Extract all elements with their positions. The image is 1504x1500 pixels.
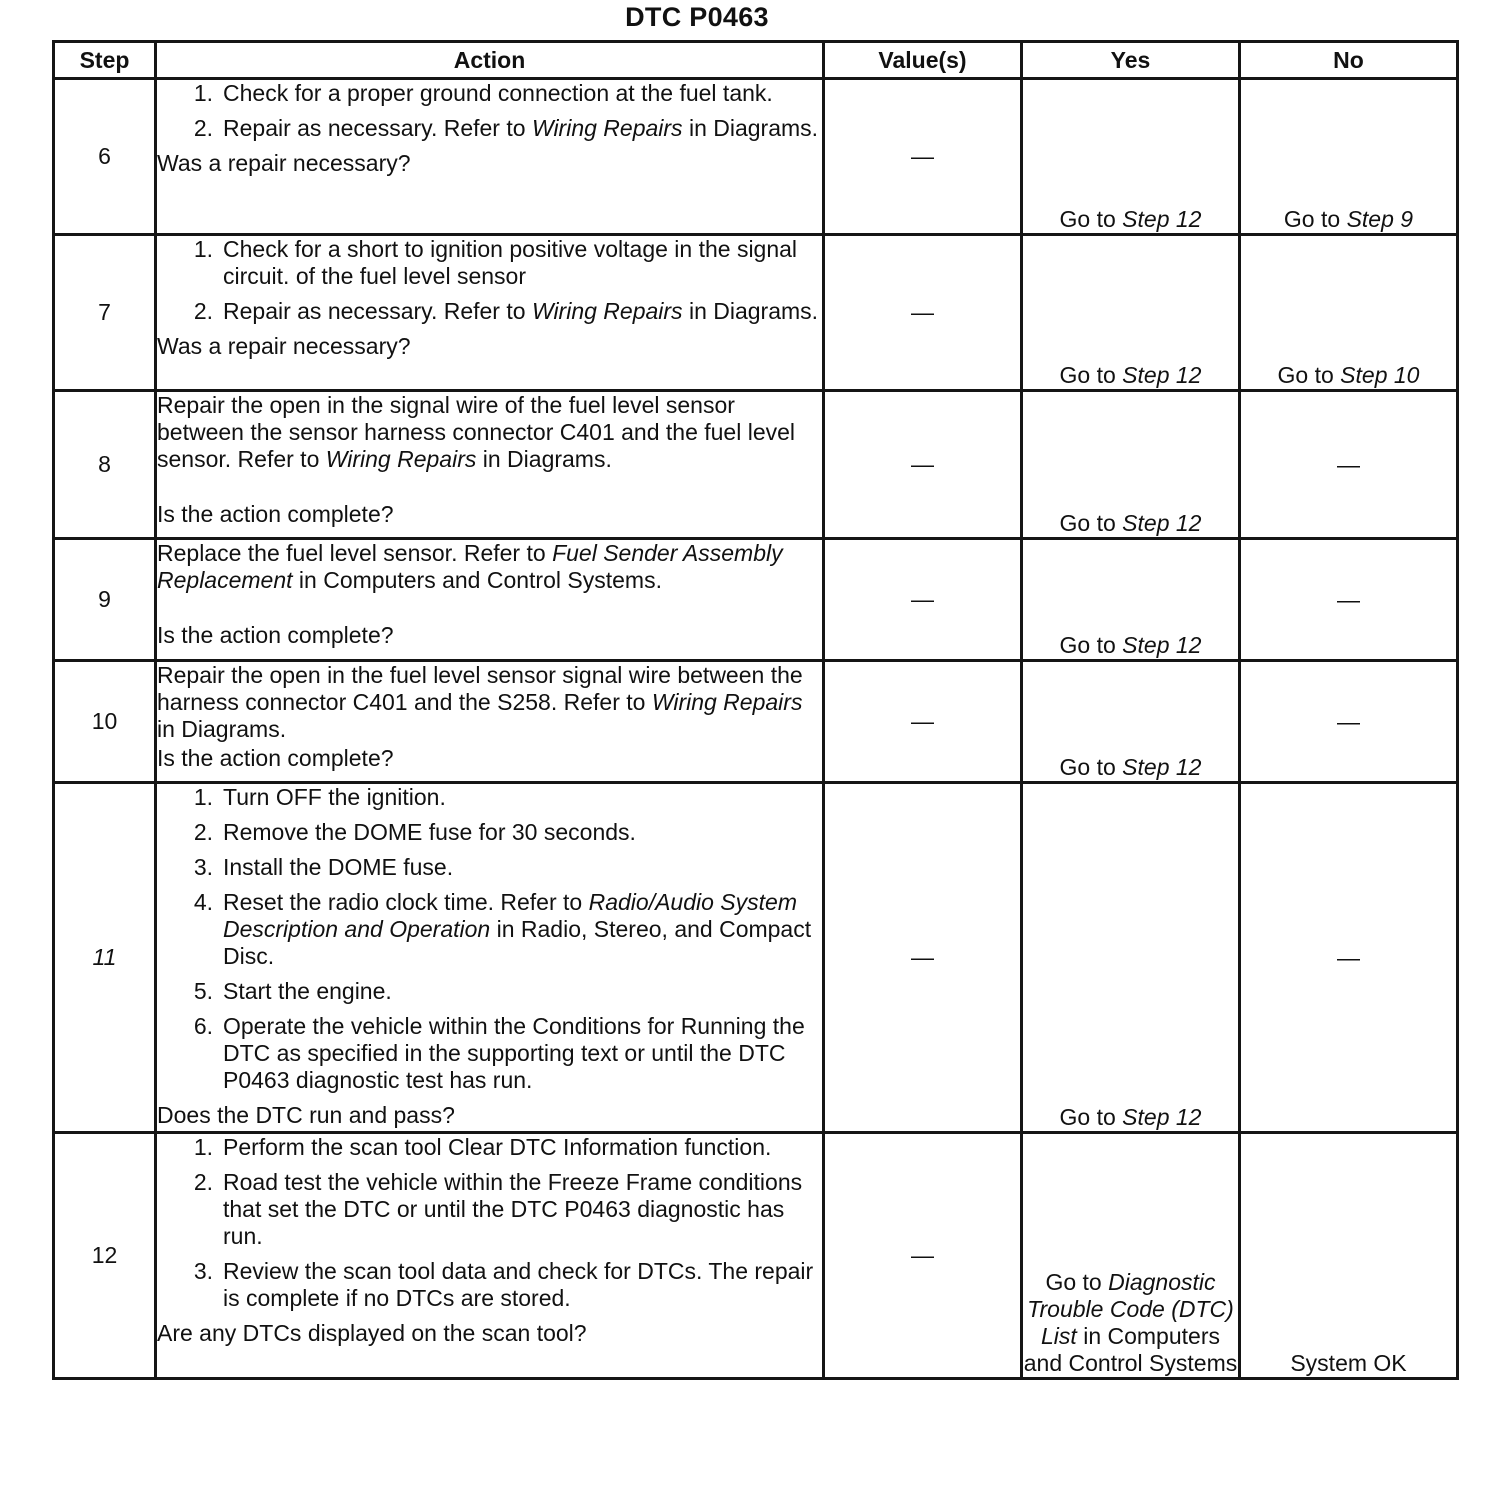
table-header-row: [54, 42, 1458, 79]
action-cell: [156, 79, 824, 235]
action-substep: 1. Turn OFF the ignition.: [193, 784, 446, 810]
header-values: Value(s): [824, 42, 1022, 79]
value-cell: —: [824, 235, 1022, 391]
yes-cell: Go to Step 12: [1022, 661, 1240, 783]
yes-cell: Go to Step 12: [1022, 235, 1240, 391]
action-cell: [156, 1133, 824, 1379]
header-no: No: [1240, 42, 1458, 79]
dtc-table: [52, 40, 1459, 1380]
header-step: Step: [54, 42, 156, 79]
no-cell: —: [1240, 539, 1458, 661]
action-substep: 6. Operate the vehicle within the Conditions for Running the DTC as specified in the supporting text or until the DTC P0463 diagnostic test has run.: [193, 1013, 805, 1093]
action-substep: 2. Remove the DOME fuse for 30 seconds.: [193, 819, 636, 845]
header-yes: Yes: [1022, 42, 1240, 79]
no-cell: System OK: [1240, 1133, 1458, 1379]
action-substep: 4. Reset the radio clock time. Refer to Radio/Audio System Description and Operation in Radio, Stereo, and Compact Disc.: [193, 889, 812, 969]
table-row: [54, 391, 1458, 539]
table-row: [54, 661, 1458, 783]
action-question: Is the action complete?: [157, 622, 394, 648]
step-number: 11: [54, 783, 156, 1133]
action-question: Are any DTCs displayed on the scan tool?: [157, 1320, 587, 1346]
value-cell: —: [824, 661, 1022, 783]
table-row: [54, 1133, 1458, 1379]
action-substep: 3. Review the scan tool data and check for DTCs. The repair is complete if no DTCs are stored.: [193, 1258, 814, 1311]
step-number: 9: [54, 539, 156, 661]
step-number: 10: [54, 661, 156, 783]
table-row: [54, 235, 1458, 391]
yes-cell: Go to Step 12: [1022, 79, 1240, 235]
table-row: [54, 79, 1458, 235]
table-row: [54, 539, 1458, 661]
action-cell: [156, 661, 824, 783]
no-cell: —: [1240, 391, 1458, 539]
action-question: Does the DTC run and pass?: [157, 1102, 455, 1128]
action-cell: [156, 539, 824, 661]
step-number: 6: [54, 79, 156, 235]
table-row: [54, 783, 1458, 1133]
action-substep: 2. Repair as necessary. Refer to Wiring Repairs in Diagrams.: [193, 115, 819, 141]
action-question: Is the action complete?: [157, 501, 394, 527]
no-cell: Go to Step 9: [1240, 79, 1458, 235]
yes-cell: Go to Step 12: [1022, 539, 1240, 661]
value-cell: —: [824, 1133, 1022, 1379]
action-substep: 1. Check for a proper ground connection at the fuel tank.: [193, 80, 773, 106]
value-cell: —: [824, 539, 1022, 661]
action-substep: 1. Check for a short to ignition positive voltage in the signal circuit. of the fuel level sensor: [193, 236, 798, 289]
action-cell: [156, 391, 824, 539]
value-cell: —: [824, 783, 1022, 1133]
action-cell: [156, 235, 824, 391]
page-title: DTC P0463: [625, 2, 769, 32]
no-cell: —: [1240, 783, 1458, 1133]
no-cell: Go to Step 10: [1240, 235, 1458, 391]
action-cell: [156, 783, 824, 1133]
action-substep: 3. Install the DOME fuse.: [193, 854, 454, 880]
action-question: Is the action complete?: [157, 745, 394, 771]
action-text: Repair the open in the signal wire of the fuel level sensor between the sensor harness connector C401 and the fuel level sensor. Refer to Wiring Repairs in Diagrams.: [157, 392, 796, 472]
action-substep: 5. Start the engine.: [193, 978, 392, 1004]
yes-cell: Go to Step 12: [1022, 783, 1240, 1133]
value-cell: —: [824, 391, 1022, 539]
action-question: Was a repair necessary?: [157, 333, 411, 359]
action-text: Repair the open in the fuel level sensor signal wire between the harness connector C401 and the S258. Refer to Wiring Repairs in Diagrams.: [157, 662, 803, 742]
value-cell: —: [824, 79, 1022, 235]
yes-cell: Go to Step 12: [1022, 391, 1240, 539]
step-number: 12: [54, 1133, 156, 1379]
step-number: 7: [54, 235, 156, 391]
yes-cell: Go to Diagnostic Trouble Code (DTC) List in Computers and Control Systems: [1022, 1133, 1240, 1379]
action-text: Replace the fuel level sensor. Refer to Fuel Sender Assembly Replacement in Computers and Control Systems.: [157, 540, 783, 593]
action-substep: 1. Perform the scan tool Clear DTC Information function.: [193, 1134, 772, 1160]
action-substep: 2. Repair as necessary. Refer to Wiring Repairs in Diagrams.: [193, 298, 819, 324]
step-number: 8: [54, 391, 156, 539]
header-action: Action: [156, 42, 824, 79]
action-substep: 2. Road test the vehicle within the Freeze Frame conditions that set the DTC or until the DTC P0463 diagnostic has run.: [193, 1169, 803, 1249]
no-cell: —: [1240, 661, 1458, 783]
action-question: Was a repair necessary?: [157, 150, 411, 176]
